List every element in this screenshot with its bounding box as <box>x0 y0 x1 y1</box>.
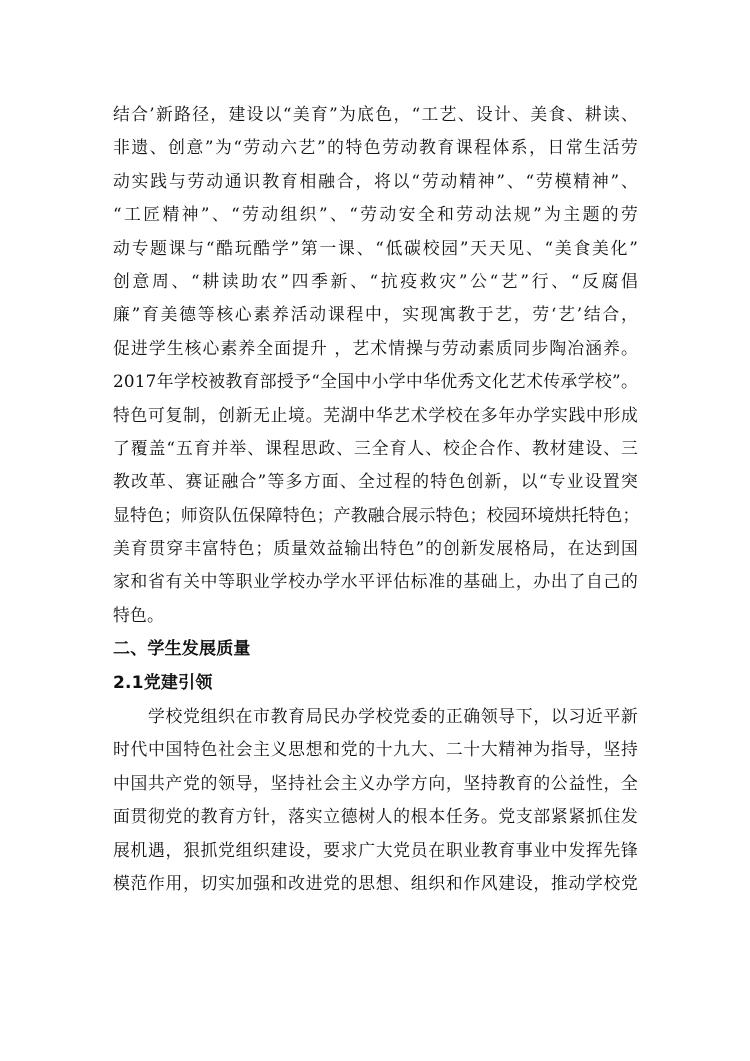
text-line: 模范作用，切实加强和改进党的思想、组织和作风建设，推动学校党 <box>113 872 638 893</box>
text-line: 学校党组织在市教育局民办学校党委的正确领导下，以习近平新 <box>113 706 638 727</box>
text-line: 创意周、“耕读助农”四季新、“抗疫救灾”公“艺”行、“反腐倡 <box>113 270 638 291</box>
text-line: 非遗、创意”为“劳动六艺”的特色劳动教育课程体系，日常生活劳 <box>113 137 638 158</box>
text-line: 家和省有关中等职业学校办学水平评估标准的基础上，办出了自己的 <box>113 571 638 592</box>
text-line: 显特色；师资队伍保障特色；产教融合展示特色；校园环境烘托特色； <box>113 504 640 525</box>
text-line: 面贯彻党的教育方针，落实立德树人的根本任务。党支部紧紧抓住发 <box>113 806 638 827</box>
text-line: 结合’新路径，建设以“美育”为底色，“工艺、设计、美食、耕读、 <box>113 104 638 124</box>
text-line: 动实践与劳动通识教育相融合，将以“劳动精神”、“劳模精神”、 <box>113 170 638 191</box>
text-line: 特色。 <box>113 604 164 625</box>
text-line: 教改革、赛证融合”等多方面、全过程的特色创新，以“专业设置突 <box>113 471 638 492</box>
text-line: 了覆盖“五育并举、课程思政、三全育人、校企合作、教材建设、三 <box>113 437 638 458</box>
text-line: 美育贯穿丰富特色；质量效益输出特色”的创新发展格局，在达到国 <box>113 538 638 559</box>
section-heading-wrap <box>113 633 638 700</box>
text-line: 时代中国特色社会主义思想和党的十九大、二十大精神为指导，坚持 <box>113 739 638 760</box>
document-page <box>113 98 638 900</box>
text-line: “工匠精神”、“劳动组织”、“劳动安全和劳动法规”为主题的劳 <box>113 204 638 225</box>
text-line: 特色可复制，创新无止境。芜湖中华艺术学校在多年办学实践中形成 <box>113 404 638 425</box>
section-heading: 二、学生发展质量 <box>113 639 251 660</box>
text-line: 展机遇，狠抓党组织建设，要求广大党员在职业教育事业中发挥先锋 <box>113 839 638 860</box>
subsection-heading: 2.1党建引领 <box>113 672 213 693</box>
text-line: 动专题课与“酷玩酷学”第一课、“低碳校园”天天见、“美食美化” <box>113 237 638 258</box>
text-line: 2017年学校被教育部授予“全国中小学中华优秀文化艺术传承学校”。 <box>113 371 638 392</box>
text-line: 廉”育美德等核心素养活动课程中，实现寓教于艺，劳‘艺’结合， <box>113 304 638 325</box>
text-line: 中国共产党的领导，坚持社会主义办学方向，坚持教育的公益性，全 <box>113 772 638 793</box>
paragraph-labor-education <box>113 98 638 632</box>
text-line: 促进学生核心素养全面提升 ，艺术情操与劳动素质同步陶冶涵养。 <box>113 337 638 358</box>
paragraph-party-building <box>113 700 638 900</box>
